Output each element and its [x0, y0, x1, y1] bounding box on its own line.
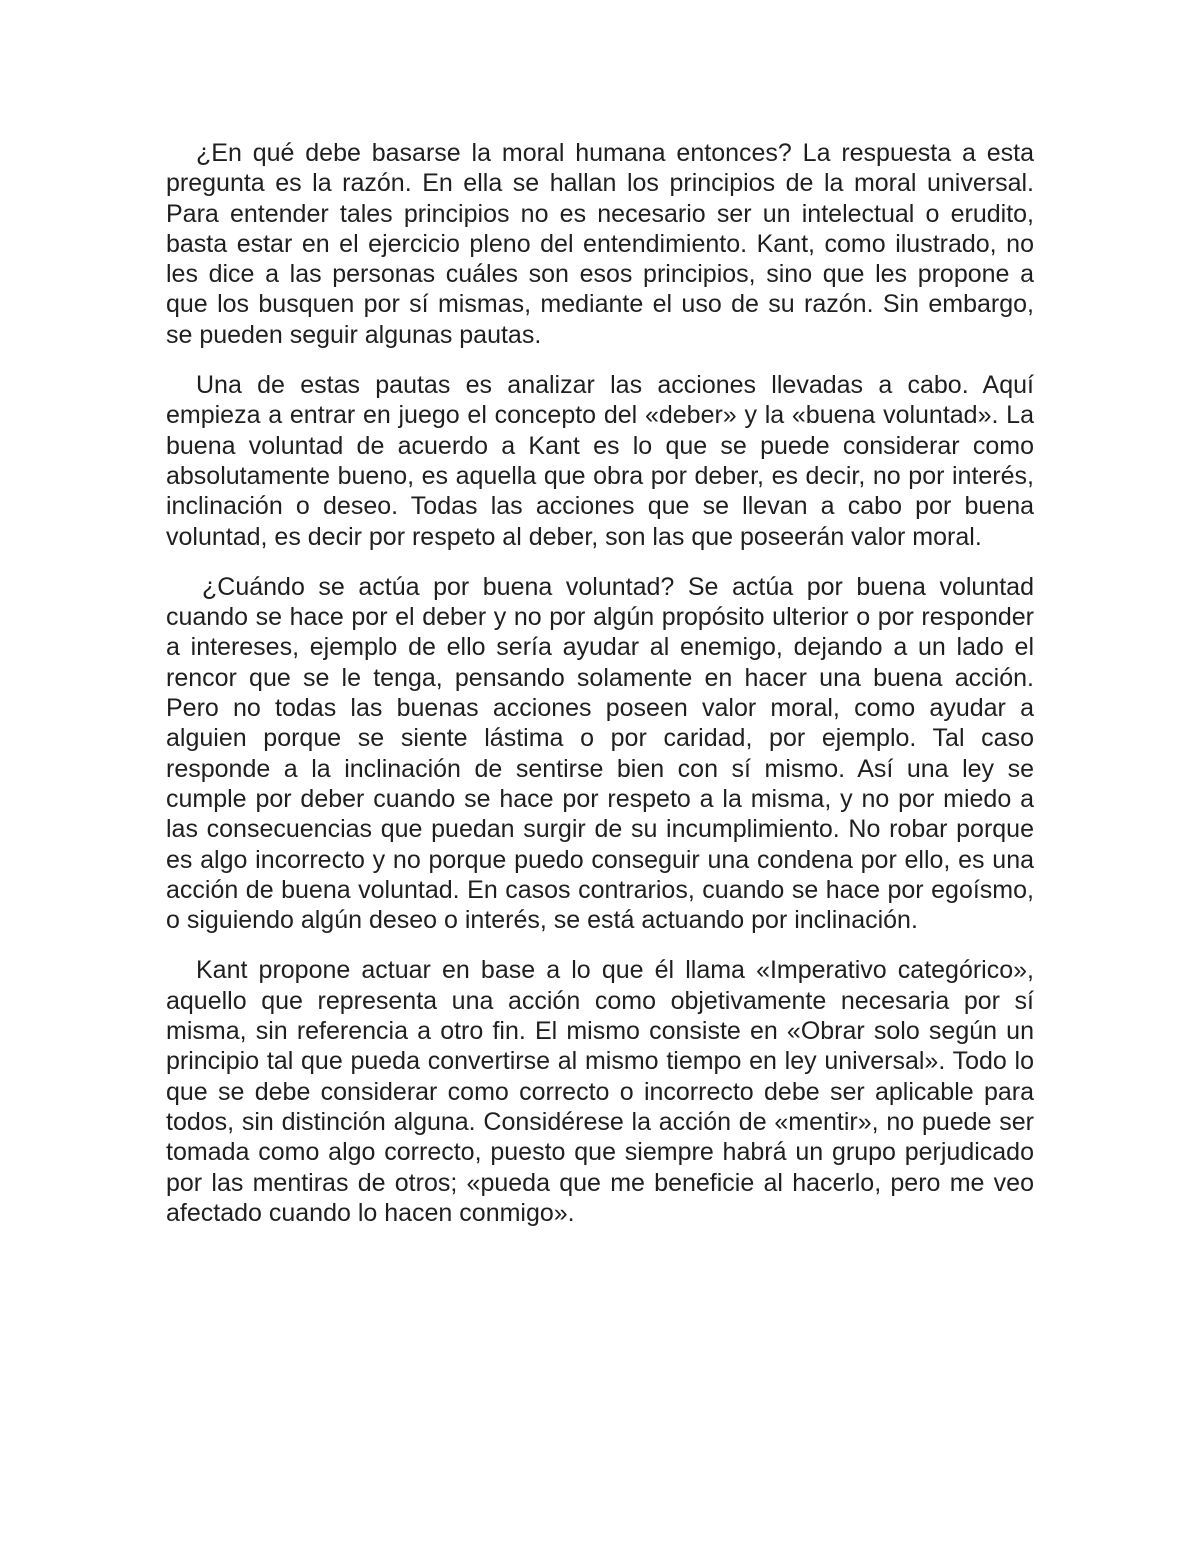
paragraph-1: ¿En qué debe basarse la moral humana entonces? La respuesta a esta pregunta es la razón. En ella se hallan los principios de la moral universal. Para entender tales principios no es necesario ser un intelectual o erudito, basta estar en el ejercicio pleno del entendimiento. Kant, como ilustrado, no les dice a las personas cuáles son esos principios, sino que les propone a que los busquen por sí mismas, mediante el uso de su razón. Sin embargo, se pueden seguir algunas pautas.: [166, 139, 1034, 349]
paragraph-2: Una de estas pautas es analizar las acciones llevadas a cabo. Aquí empieza a entrar en juego el concepto del «deber» y la «buena voluntad». La buena voluntad de acuerdo a Kant es lo que se puede considerar como absolutamente bueno, es aquella que obra por deber, es decir, no por interés, inclinación o deseo. Todas las acciones que se llevan a cabo por buena voluntad, es decir por respeto al deber, son las que poseerán valor moral.: [166, 371, 1034, 551]
paragraph-3: ¿Cuándo se actúa por buena voluntad? Se actúa por buena voluntad cuando se hace por el deber y no por algún propósito ulterior o por responder a intereses, ejemplo de ello sería ayudar al enemigo, dejando a un lado el rencor que se le tenga, pensando solamente en hacer una buena acción. Pero no todas las buenas acciones poseen valor moral, como ayudar a alguien porque se siente lástima o por caridad, por ejemplo. Tal caso responde a la inclinación de sentirse bien con sí mismo. Así una ley se cumple por deber cuando se hace por respeto a la misma, y no por miedo a las consecuencias que puedan surgir de su incumplimiento. No robar porque es algo incorrecto y no porque puedo conseguir una condena por ello, es una acción de buena voluntad. En casos contrarios, cuando se hace por egoísmo, o siguiendo algún deseo o interés, se está actuando por inclinación.: [166, 572, 1034, 935]
paragraph-4: Kant propone actuar en base a lo que él llama «Imperativo categórico», aquello que representa una acción como objetivamente necesaria por sí misma, sin referencia a otro fin. El mismo consiste en «Obrar solo según un principio tal que pueda convertirse al mismo tiempo en ley universal». Todo lo que se debe considerar como correcto o incorrecto debe ser aplicable para todos, sin distinción alguna. Considérese la acción de «mentir», no puede ser tomada como algo correcto, puesto que siempre habrá un grupo perjudicado por las mentiras de otros; «pueda que me beneficie al hacerlo, pero me veo afectado cuando lo hacen conmigo».: [166, 956, 1034, 1227]
document-page: [166, 138, 1034, 1248]
